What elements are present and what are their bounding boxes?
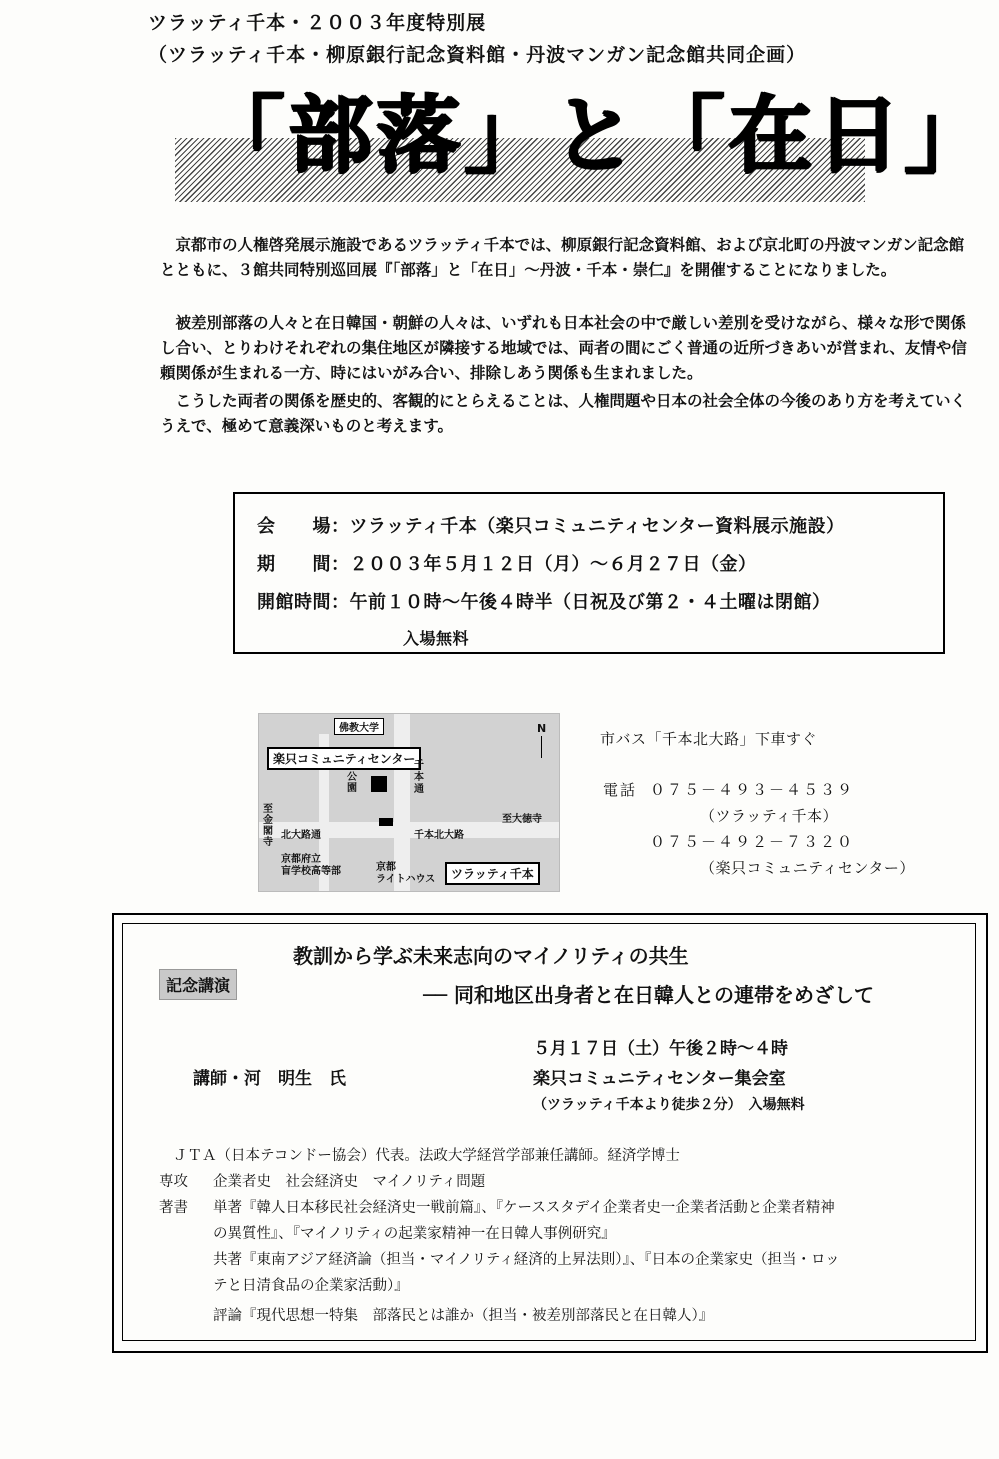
- title-banner: [175, 80, 993, 206]
- map-center-marker: [371, 776, 387, 792]
- lecture-speaker: 講師・河 明生 氏: [193, 1069, 346, 1089]
- speaker-bio-6: テと日清食品の企業家活動）』: [213, 1278, 409, 1294]
- map-label-daitokuji: 至大徳寺: [502, 814, 542, 825]
- access-map: [258, 713, 560, 892]
- intro-paragraph-2: 被差別部落の人々と在日韓国・朝鮮の人々は、いずれも日本社会の中で厳しい差別を受けながら、様々な形で関係し合い、とりわけそれぞれの集住地区が隣接する地域では、両者の間にごく普通の近所づきあいが営まれ、友情や信頼関係が生まれる一方、時にはいがみ合い、排除しあう関係も生まれました。: [160, 314, 967, 382]
- tel-1-name: （ツラッティ千本）: [700, 807, 839, 825]
- map-label-tsuratti: ツラッティ千本: [445, 862, 540, 885]
- admission-free: 入場無料: [403, 629, 470, 648]
- speaker-bio-3: 単著『韓人日本移民社会経済史一戦前篇』、『ケーススタデイ企業者史一企業者活動と企業者精神: [213, 1200, 835, 1216]
- lecture-box: [112, 913, 988, 1353]
- venue-period: 期 間：２００３年５月１２日（月）～６月２７日（金）: [257, 554, 757, 575]
- lecture-access: （ツラッティ千本より徒歩２分） 入場無料: [533, 1097, 805, 1113]
- venue-place: 会 場：ツラッティ千本（楽只コミュニティセンター資料展示施設）: [257, 516, 845, 537]
- intro-paragraph-3: こうした両者の関係を歴史的、客観的にとらえることは、人権問題や日本の社会全体の今後のあり方を考えていくうえで、極めて意義深いものと考えます。: [160, 392, 967, 435]
- speaker-bio-5: 共著『東南アジア経済論（担当・マイノリティ経済的上昇法則）』、『日本の企業家史（担当・ロッ: [213, 1252, 840, 1268]
- exhibition-organizers: （ツラッティ千本・柳原銀行記念資料館・丹波マンガン記念館共同企画）: [148, 44, 807, 66]
- lecture-inner-frame: [122, 923, 976, 1341]
- speaker-bio-3-label: 著書: [159, 1200, 188, 1216]
- north-arrow-icon: [541, 736, 542, 758]
- lecture-date: ５月１７日（土）午後２時～４時: [533, 1039, 788, 1059]
- intro-paragraph-1: 京都市の人権啓発展示施設であるツラッティ千本では、柳原銀行記念資料館、および京北町の丹波マンガン記念館とともに、３館共同特別巡回展『「部落」と「在日」～丹波・千本・崇仁』を開催することになりました。: [160, 236, 965, 279]
- map-label-school: 京都府立 盲学校高等部: [281, 854, 341, 877]
- map-label-kitaoji: 北大路通: [281, 830, 321, 841]
- lecture-place: 楽只コミュニティセンター集会室: [533, 1069, 786, 1089]
- map-label-crossing: 千本北大路: [414, 830, 464, 841]
- lecture-subtitle: ── 同和地区出身者と在日韓人との連帯をめざして: [423, 983, 875, 1007]
- tel-label: 電話: [603, 781, 638, 799]
- map-north-label: N: [537, 722, 547, 735]
- map-tsuratti-marker: [379, 818, 393, 826]
- map-label-park: 公 園: [347, 772, 357, 794]
- exhibition-name: ツラッティ千本・２００３年度特別展: [148, 12, 487, 34]
- speaker-bio-1: ＪＴＡ（日本テコンドー協会）代表。法政大学経営学部兼任講師。経済学博士: [173, 1148, 680, 1164]
- map-label-lighthouse: 京都 ライトハウス: [376, 862, 436, 885]
- lecture-title: 教訓から学ぶ未来志向のマイノリティの共生: [293, 944, 689, 968]
- speaker-bio-4: の異質性』、『マイノリティの起業家精神一在日韓人事例研究』: [213, 1226, 616, 1242]
- map-label-senbon: 千 本 通: [414, 760, 424, 795]
- venue-hours: 開館時間：午前１０時～午後４時半（日祝及び第２・４土曜は閉館）: [257, 592, 831, 613]
- map-label-center: 楽只コミュニティセンター: [267, 747, 421, 770]
- bus-access: 市バス「千本北大路」下車すぐ: [600, 730, 818, 748]
- speaker-bio-2: 企業者史 社会経済史 マイノリティ問題: [213, 1174, 486, 1190]
- tel-1: ０７５－４９３－４５３９: [650, 781, 855, 799]
- tel-2-name: （楽只コミュニティセンター）: [700, 859, 915, 877]
- speaker-bio-2-label: 専攻: [159, 1174, 188, 1190]
- map-label-kinkakuji: 至 金 閣 寺: [263, 804, 273, 848]
- map-label-univ: 佛教大学: [334, 718, 384, 735]
- tel-2: ０７５－４９２－７３２０: [650, 833, 855, 851]
- venue-info-box: [233, 492, 945, 654]
- speaker-bio-7: 評論『現代思想一特集 部落民とは誰か（担当・被差別部落民と在日韓人）』: [213, 1308, 714, 1324]
- lecture-badge: 記念講演: [159, 969, 237, 1000]
- page-title: 「部落」と「在日」: [200, 86, 993, 184]
